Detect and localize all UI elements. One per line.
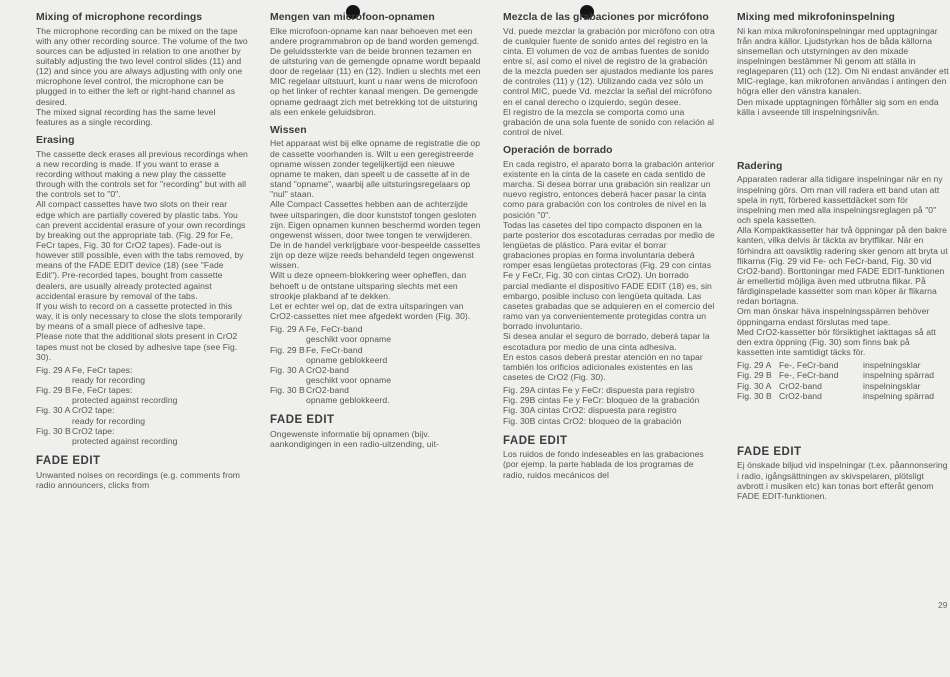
figure-legend-item: Fig. 30B cintas CrO2: bloqueo de la grabación <box>503 415 682 426</box>
page-number: 29 <box>938 600 948 610</box>
paragraph: Apparaten raderar alla tidigare inspelningar när en ny inspelning görs. Om man vill radera ett band utan att spela in nytt, förbered kassettdäcket som för inspelning men med alla inspelningsreglagen på "0" och spela kassetten. <box>737 174 943 226</box>
figure-legend-item: Fig. 30 A CrO2-band inspelningsklar <box>737 380 921 391</box>
figure-legend-item: Fig. 29 A Fe, FeCr tapes: <box>36 364 133 375</box>
paragraph: Om man önskar häva inspelningsspärren behöver öppningarna endast förslutas med tape. <box>737 306 930 327</box>
figure-legend-item: Fig. 29 B Fe, FeCr-band <box>270 344 363 355</box>
heading-fade-edit: FADE EDIT <box>270 414 335 427</box>
figure-legend-item: Fig. 30 A CrO2-band <box>270 364 349 375</box>
paragraph: En estos casos deberá prestar atención en no tapar también los orificios adicionales existentes en las casetes de CrO2 (Fig. 30). <box>503 351 703 382</box>
paragraph: Alla Kompaktkassetter har två öppningar på den bakre kanten, vilka delvis är täckta av brytflikar. När en förhindra att oavsiktlig radering sker genom att bryta ut flikarna (Fig. 29 vid Fe- och FeCr-band, Fig. 30 vid CrO2-band). Borttoningar med FADE EDIT-funktionen är emellertid möjliga även med utbrutna flikar. På färdiginspelade kassetter som man köper är flikarna redan bortagna. <box>737 225 948 307</box>
figure-legend-item: opname geblokkeerd <box>306 354 388 365</box>
paragraph: Let er echter wel op, dat de extra uitsparingen van CrO2-cassettes niet mee afgedekt worden (Fig. 30). <box>270 300 471 322</box>
heading-mixing: Mixing med mikrofoninspelning <box>737 12 895 23</box>
figure-legend-item: ready for recording <box>72 415 146 426</box>
figure-legend-item: ready for recording <box>72 375 146 385</box>
figure-legend-item: Fig. 30A cintas CrO2: dispuesta para registro <box>503 405 677 416</box>
paragraph: Het apparaat wist bij elke opname de registratie die op de cassette voorhanden is. Wilt u een geregistreerde opname wissen zonder tegelijkertijd een nieuwe opname te maken, dan speelt u de cassette af in de stand "opname", waarbij alle uitsturingsregelaars op "nul" staan. <box>270 138 481 200</box>
column-swedish <box>737 12 949 501</box>
paragraph: Unwanted noises on recordings (e.g. comments from radio announcers, clicks from <box>36 469 241 490</box>
figure-legend-item: Fig. 30 B CrO2 tape: <box>36 425 115 436</box>
paragraph: Ej önskade biljud vid inspelningar (t.ex. påannonsering i radio, igångsättningen av skivspelaren, plötsligt avbrott i musiken etc) kan tonas bort efteråt genom FADE EDIT-funktionen. <box>737 460 948 501</box>
heading-fade-edit: FADE EDIT <box>737 445 802 458</box>
paragraph: Alle Compact Cassettes hebben aan de achterzijde twee uitsparingen, die door kunststof tongen gesloten zijn. Eigen opnamen kunnen beschermd worden tegen ongewenst wissen, door twee tongen te verwijderen. De in de handel verkrijgbare voor-bespeelde cassettes zijn op deze wijze reeds behandeld tegen ongewenst wissen. <box>270 199 481 271</box>
paragraph: The mixed signal recording has the same level features as a single recording. <box>36 106 216 127</box>
heading-fade-edit: FADE EDIT <box>36 455 101 468</box>
paragraph: The cassette deck erases all previous recordings when a new recording is made. If you want to erase a recording without making a new play the cassette through with the controls set for "recording" but with all the controls set to "0". <box>36 148 248 200</box>
figure-legend-item: protected against recording <box>72 435 178 446</box>
figure-legend-item: protected against recording <box>72 395 178 406</box>
heading-erasing: Radering <box>737 160 783 172</box>
paragraph: Please note that the additional slots present in CrO2 tapes must not be closed by adhesive tape (see Fig. 30). <box>36 331 238 362</box>
column-dutch <box>270 12 482 449</box>
figure-legend-item: opname geblokkeerd. <box>306 395 390 406</box>
figure-legend <box>503 385 715 426</box>
figure-legend-item: Fig. 30 B CrO2-band <box>270 385 349 396</box>
paragraph: Wilt u deze opneem-blokkering weer opheffen, dan behoeft u de ontstane uitsparing slechts met een strookje plakband af te dekken. <box>270 270 467 301</box>
figure-legend-item: Fig. 29 A Fe, FeCr-band <box>270 324 363 335</box>
figure-legend <box>36 365 248 446</box>
paragraph: Ni kan mixa mikrofoninspelningar med upptagningar från andra källor. Ljudstyrkan hos de båda källorna sinsemellan och utstyrningen av den mixade inspelningen bestämmer Ni genom att ställa in reglageparen (11) och (12). Om Ni endast använder ett MIC-reglage, kan mikrofonen användas i antingen den högra eller den vänstra kanalen. <box>737 25 949 97</box>
paragraph: If you wish to record on a cassette protected in this way, it is only necessary to close the slots temporarily by means of a small piece of adhesive tape. <box>36 300 243 332</box>
paragraph: En cada registro, el aparato borra la grabación anterior existente en la cinta de la casete en cada sentido de marcha. Si desea borrar una grabación sin realizar un nuevo registro, entonces deberá hacer pasar la cinta como para grabación con los controles de nivel en la posición "0". <box>503 158 715 220</box>
heading-erasing: Wissen <box>270 124 307 136</box>
paragraph: All compact cassettes have two slots on their rear edge which are partially covered by plastic tabs. You can prevent accidental erasure of your own recordings by breaking out the appropriate tab. (Fig. 29 for Fe, FeCr tapes, Fig. 30 for CrO2 tapes). Fade-out is however still possible, even with the tabs removed, by means of the FADE EDIT device (18) (see "Fade Edit"). Pre-recorded tapes, bought from cassette dealers, are usually already protected against accidental erasure by removal of the tabs. <box>36 199 246 301</box>
heading-fade-edit: FADE EDIT <box>503 434 568 447</box>
paragraph: Todas las casetes del tipo compacto disponen en la parte posterior dos escotaduras cerradas por medio de lengüetas de plástico. Para evitar el borrar grabaciones propias en forma involuntaria deberá romper esas lengüetas protectoras (Fig. 29 con cintas Fe y FeCr, Fig. 30 con cintas CrO2). Un borrado parcial mediante el dispositivo FADE EDIT (18) es, sin embargo, posible incluso con lengüeta quitada. Las casetes grabadas que se adquieren en el comercio del ramo van ya convenientemente protegidas contra un borrado involuntario. <box>503 219 715 332</box>
heading-mixing: Mixing of microphone recordings <box>36 12 203 23</box>
column-spanish <box>503 12 715 480</box>
figure-legend-item: Fig. 29 B Fe, FeCr tapes: <box>36 385 133 396</box>
figure-legend-item: Fig. 29A cintas Fe y FeCr: dispuesta para registro <box>503 385 695 396</box>
heading-erasing: Erasing <box>36 135 75 147</box>
paragraph: Den mixade upptagningen förhåller sig som en enda källa i avseende till inspelningsnivån. <box>737 96 939 117</box>
column-english <box>36 12 248 490</box>
paragraph: Si desea anular el seguro de borrado, deberá tapar la escotadura por medio de una cinta adhesiva. <box>503 331 710 352</box>
paragraph: Med CrO2-kassetter bör försiktighet iakttagas så att den extra öppning (Fig. 30) som finns bak på kassetten inte samtidigt täcks för. <box>737 326 936 358</box>
figure-legend-item: Fig. 29 B Fe-, FeCr-band inspelning spärrad <box>737 370 935 381</box>
paragraph: The microphone recording can be mixed on the tape with any other recording source. The volume of the two sources can be adjusted in relation to one another by suitably adjusting the two level control slides (11) and (12) and since you are always adjusting with only one microphone level control, the microphone can be plugged in to either the left or right-hand channel as desired. <box>36 25 248 107</box>
heading-mixing: Mezcla de las grabaciones por micrófono <box>503 12 709 23</box>
figure-legend <box>737 360 949 401</box>
figure-legend-item: Fig. 30 B CrO2-band inspelning spärrad <box>737 390 935 401</box>
paragraph: De geluidssterkte van de beide bronnen tezamen en de uitsturing van de gemengde opname wordt bepaald door de regelaar (11) en (12). Indien u slechts met een MIC regelaar uitstuurt, kunt u naar wens de microfoon op het linker of rechter kanaal mengen. De gemengde opname gedraagt zich met betrekking tot de uitsturing als een enkele geluidsbron. <box>270 45 481 117</box>
figure-legend-item: geschikt voor opname <box>306 334 392 345</box>
figure-legend <box>270 324 482 405</box>
paragraph: El registro de la mezcla se comporta como una grabación de una sola fuente de sonido con relación al control de nivel. <box>503 106 715 138</box>
paragraph: Ongewenste informatie bij opnamen (bijv. aankondigingen in een radio-uitzending, uit- <box>270 428 439 450</box>
heading-mixing: Mengen van microfoon-opnamen <box>270 12 435 23</box>
paragraph: Los ruidos de fondo indeseables en las grabaciones (por ejemp. la parte hablada de los programas de radio, ruidos mecánicos del <box>503 449 704 480</box>
figure-legend-item: Fig. 29 A Fe-, FeCr-band inspelningsklar <box>737 360 921 371</box>
figure-legend-item: geschikt voor opname <box>306 375 392 385</box>
figure-legend-item: Fig. 30 A CrO2 tape: <box>36 405 115 416</box>
figure-legend-item: Fig. 29B cintas Fe y FeCr: bloqueo de la grabación <box>503 395 700 406</box>
paragraph: Vd. puede mezclar la grabación por micrófono con otra de cualquier fuente de sonido antes del registro en la cinta. El volumen de voz de ambas fuentes de sonido entre sí, así como el nivel de registro de la grabación de la mezcla pueden ser ajustados mediante los pares de controles (11) y (12). Utilizando cada vez sólo un control MIC, puede Vd. mezclar la señal del micrófono en el canal derecho o izquierdo, según desee. <box>503 25 715 107</box>
paragraph: Elke microfoon-opname kan naar behoeven met een andere programmabron op de band worden gemengd. <box>270 25 480 46</box>
heading-erasing: Operación de borrado <box>503 145 613 157</box>
